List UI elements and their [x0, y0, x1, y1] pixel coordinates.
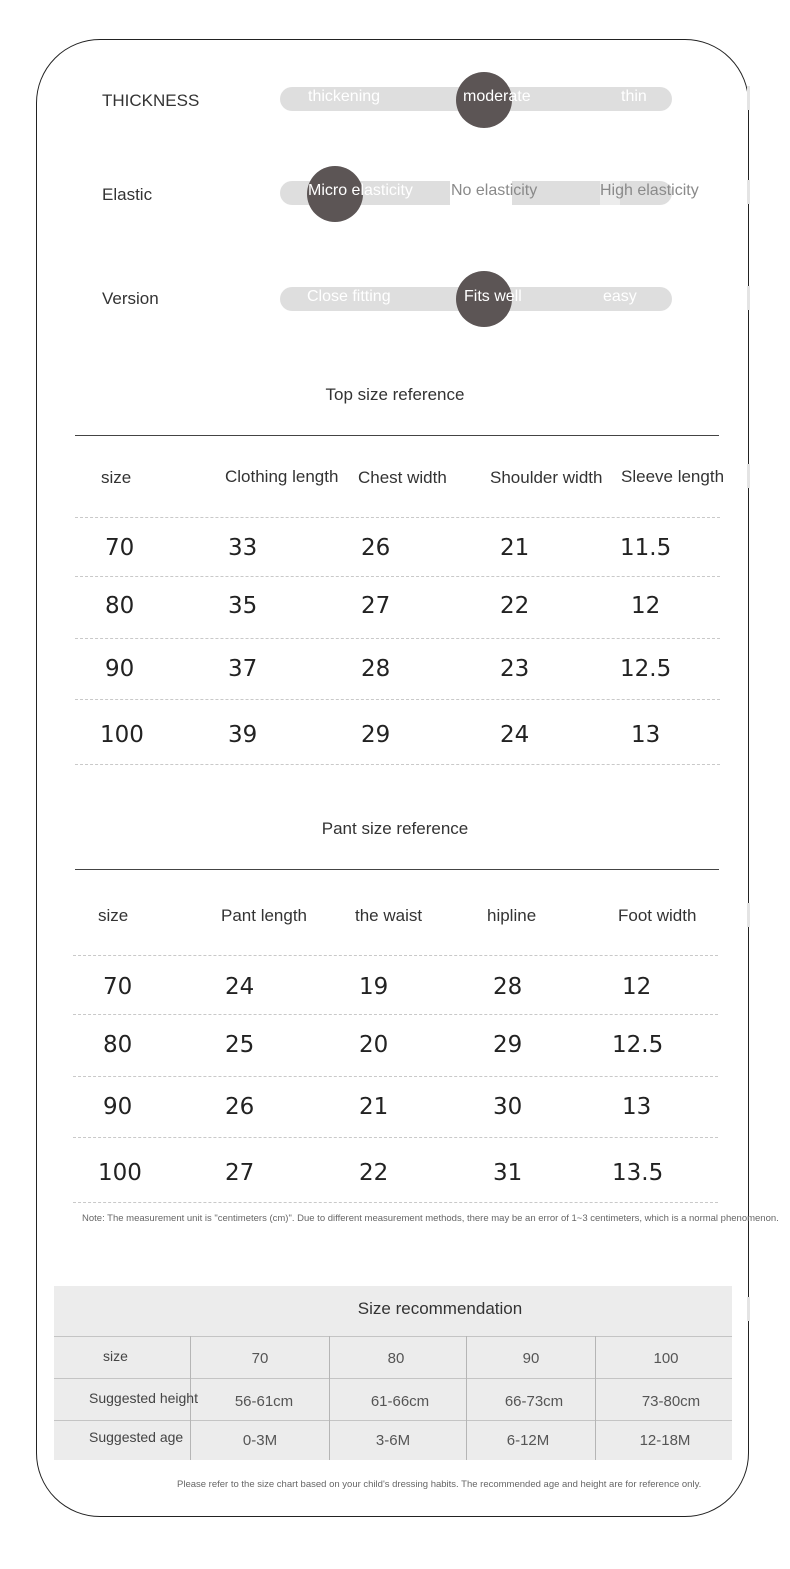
row-divider [75, 638, 720, 639]
top-cell: 70 [105, 535, 135, 561]
rec-value: 6-12M [506, 1432, 550, 1449]
pant-cell: 12.5 [612, 1032, 664, 1058]
top-cell: 21 [500, 535, 530, 561]
rec-value: 61-66cm [370, 1393, 430, 1410]
elastic-label: Elastic [102, 185, 153, 204]
row-divider [75, 699, 720, 700]
top-cell: 33 [228, 535, 258, 561]
top-cell: 29 [361, 722, 391, 748]
rec-col-divider [466, 1336, 467, 1460]
footer-note: Please refer to the size chart based on your child's dressing habits. The recommended age and height are for reference only. [177, 1479, 702, 1490]
pant-cell: 26 [225, 1094, 255, 1120]
top-header-chest-width: Chest width [358, 468, 447, 487]
thickness-label: THICKNESS [102, 91, 200, 110]
elastic-option-micro: Micro elasticity [308, 182, 413, 199]
rec-value: 0-3M [242, 1432, 278, 1449]
pant-cell: 80 [103, 1032, 133, 1058]
row-divider [73, 955, 718, 956]
rec-value: 90 [522, 1350, 540, 1367]
pant-cell: 19 [359, 974, 389, 1000]
pant-table-title: Pant size reference [321, 819, 469, 838]
top-table-rule [75, 435, 719, 436]
pant-cell: 21 [359, 1094, 389, 1120]
pant-cell: 100 [98, 1160, 142, 1186]
pant-cell: 29 [493, 1032, 523, 1058]
top-cell: 11.5 [620, 535, 672, 561]
top-cell: 39 [228, 722, 258, 748]
top-cell: 22 [500, 593, 530, 619]
top-cell: 80 [105, 593, 135, 619]
top-table-title: Top size reference [325, 385, 465, 404]
elastic-option-none: No elasticity [451, 182, 538, 199]
pant-cell: 20 [359, 1032, 389, 1058]
pant-cell: 27 [225, 1160, 255, 1186]
rec-col-divider [329, 1336, 330, 1460]
pant-cell: 22 [359, 1160, 389, 1186]
version-label: Version [102, 289, 159, 308]
rec-value: 12-18M [639, 1432, 691, 1449]
top-cell: 13 [631, 722, 661, 748]
pant-cell: 31 [493, 1160, 523, 1186]
pant-cell: 24 [225, 974, 255, 1000]
top-cell: 100 [100, 722, 144, 748]
pant-header-size: size [98, 906, 129, 925]
row-divider [73, 1014, 718, 1015]
pant-cell: 30 [493, 1094, 523, 1120]
top-header-clothing-length: Clothing length [225, 467, 339, 486]
rec-label-age: Suggested age [89, 1429, 184, 1445]
row-divider [73, 1137, 718, 1138]
row-divider [75, 764, 720, 765]
top-cell: 12 [631, 593, 661, 619]
edge-marker [747, 464, 750, 488]
top-cell: 27 [361, 593, 391, 619]
rec-row-divider [54, 1378, 732, 1379]
rec-label-height: Suggested height [89, 1390, 198, 1406]
top-cell: 24 [500, 722, 530, 748]
edge-marker [747, 180, 750, 204]
elastic-option-high: High elasticity [600, 182, 699, 199]
rec-value: 3-6M [375, 1432, 411, 1449]
top-cell: 23 [500, 656, 530, 682]
top-cell: 28 [361, 656, 391, 682]
rec-row-divider [54, 1336, 732, 1337]
edge-marker [747, 286, 750, 310]
rec-row-divider [54, 1420, 732, 1421]
top-cell: 26 [361, 535, 391, 561]
row-divider [73, 1076, 718, 1077]
measurement-note: Note: The measurement unit is "centimeters (cm)". Due to different measurement methods, there may be an error of 1~3 centimeters, which is a normal phenomenon. [82, 1213, 779, 1224]
rec-value: 56-61cm [234, 1393, 294, 1410]
edge-marker [747, 86, 750, 110]
thickness-option-thin: thin [621, 88, 647, 105]
pant-cell: 90 [103, 1094, 133, 1120]
version-option-fits-well: Fits well [464, 288, 522, 305]
pant-header-pant-length: Pant length [221, 906, 308, 925]
rec-value: 80 [387, 1350, 405, 1367]
rec-value: 100 [653, 1350, 679, 1367]
top-header-sleeve-length: Sleeve length [621, 467, 725, 486]
pant-cell: 13.5 [612, 1160, 664, 1186]
rec-label-size: size [103, 1348, 128, 1364]
top-header-shoulder-width: Shoulder width [490, 468, 603, 487]
pant-table-rule [75, 869, 719, 870]
thickness-option-moderate: moderate [463, 88, 531, 105]
rec-value: 73-80cm [641, 1393, 701, 1410]
version-option-close-fitting: Close fitting [307, 288, 391, 305]
thickness-option-thickening: thickening [308, 88, 381, 105]
rec-value: 70 [251, 1350, 269, 1367]
top-cell: 90 [105, 656, 135, 682]
row-divider [75, 517, 720, 518]
top-cell: 35 [228, 593, 258, 619]
pant-header-foot-width: Foot width [618, 906, 697, 925]
pant-header-hipline: hipline [487, 906, 537, 925]
pant-cell: 12 [622, 974, 652, 1000]
pant-cell: 70 [103, 974, 133, 1000]
pant-cell: 13 [622, 1094, 652, 1120]
rec-col-divider [595, 1336, 596, 1460]
size-recommendation-title: Size recommendation [357, 1299, 523, 1318]
pant-cell: 25 [225, 1032, 255, 1058]
row-divider [75, 576, 720, 577]
edge-marker [747, 903, 750, 927]
rec-value: 66-73cm [504, 1393, 564, 1410]
top-cell: 12.5 [620, 656, 672, 682]
pant-header-waist: the waist [355, 906, 423, 925]
top-header-size: size [101, 468, 132, 487]
row-divider [73, 1202, 718, 1203]
top-cell: 37 [228, 656, 258, 682]
pant-cell: 28 [493, 974, 523, 1000]
version-option-easy: easy [603, 288, 637, 305]
